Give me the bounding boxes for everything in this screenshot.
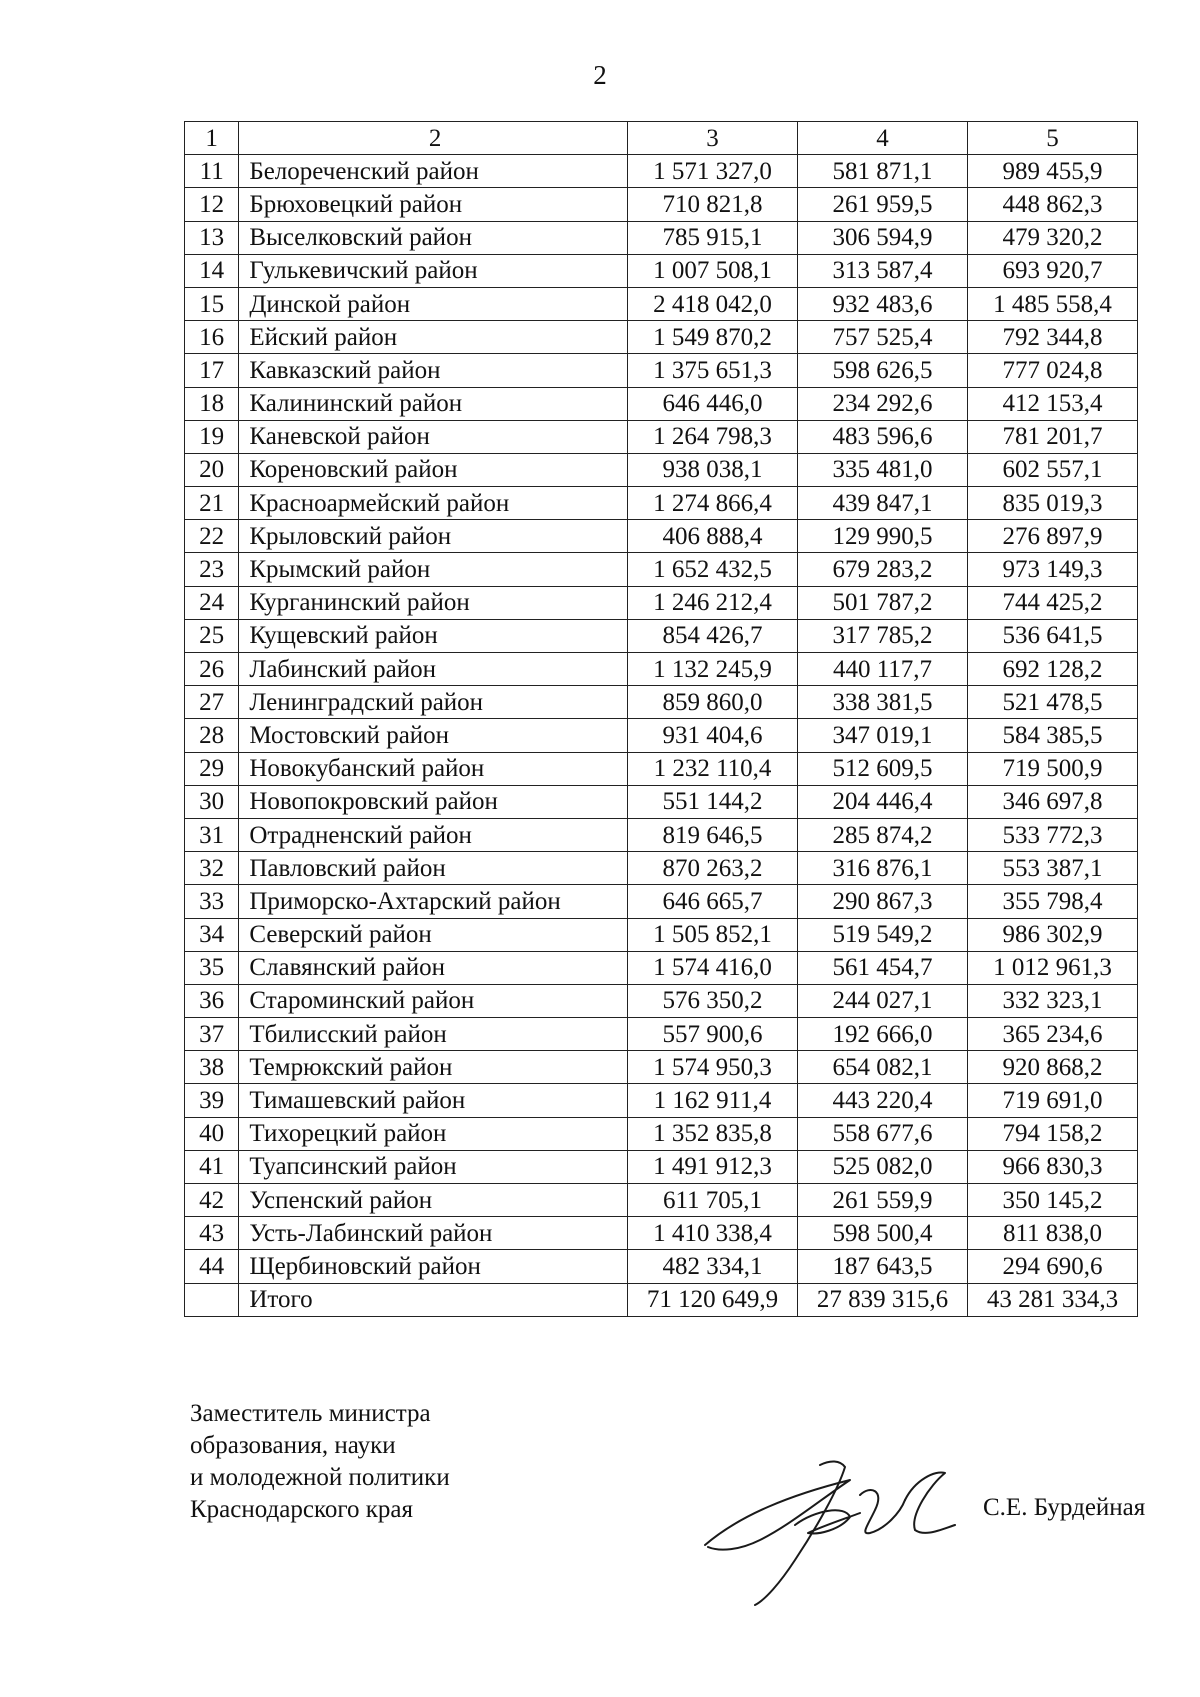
value-cell-4: 285 874,2 bbox=[797, 818, 967, 851]
value-cell-3: 611 705,1 bbox=[628, 1184, 798, 1217]
value-cell-3: 1 232 110,4 bbox=[628, 752, 798, 785]
value-cell-5: 920 868,2 bbox=[967, 1051, 1137, 1084]
handwritten-signature bbox=[700, 1455, 960, 1615]
value-cell-4: 338 381,5 bbox=[797, 686, 967, 719]
value-cell-4: 679 283,2 bbox=[797, 553, 967, 586]
value-cell-3: 1 491 912,3 bbox=[628, 1150, 798, 1183]
row-number-cell: 14 bbox=[185, 254, 239, 287]
value-cell-3: 931 404,6 bbox=[628, 719, 798, 752]
district-name-cell: Староминский район bbox=[239, 984, 628, 1017]
row-number-cell: 31 bbox=[185, 818, 239, 851]
value-cell-4: 501 787,2 bbox=[797, 586, 967, 619]
header-cell-3: 3 bbox=[628, 122, 798, 155]
row-number-cell: 40 bbox=[185, 1117, 239, 1150]
value-cell-4: 519 549,2 bbox=[797, 918, 967, 951]
signatory-title-line: образования, науки bbox=[190, 1432, 396, 1459]
district-name-cell: Ленинградский район bbox=[239, 686, 628, 719]
district-name-cell: Каневской район bbox=[239, 420, 628, 453]
value-cell-5: 744 425,2 bbox=[967, 586, 1137, 619]
value-cell-4: 129 990,5 bbox=[797, 520, 967, 553]
table-row bbox=[185, 1084, 1138, 1117]
value-cell-4: 192 666,0 bbox=[797, 1018, 967, 1051]
table-row bbox=[185, 487, 1138, 520]
signatory-title bbox=[190, 1398, 450, 1526]
row-number-cell: 11 bbox=[185, 155, 239, 188]
value-cell-4: 187 643,5 bbox=[797, 1250, 967, 1283]
signatory-title-line: и молодежной политики bbox=[190, 1464, 450, 1491]
value-cell-5: 811 838,0 bbox=[967, 1217, 1137, 1250]
value-cell-4: 443 220,4 bbox=[797, 1084, 967, 1117]
header-cell-5: 5 bbox=[967, 122, 1137, 155]
value-cell-5: 276 897,9 bbox=[967, 520, 1137, 553]
table-row bbox=[185, 354, 1138, 387]
row-number-cell: 35 bbox=[185, 951, 239, 984]
value-cell-5: 533 772,3 bbox=[967, 818, 1137, 851]
table-row bbox=[185, 818, 1138, 851]
district-name-cell: Отрадненский район bbox=[239, 818, 628, 851]
table-row bbox=[185, 785, 1138, 818]
district-name-cell: Северский район bbox=[239, 918, 628, 951]
value-cell-3: 1 549 870,2 bbox=[628, 321, 798, 354]
row-number-cell: 21 bbox=[185, 487, 239, 520]
header-cell-4: 4 bbox=[797, 122, 967, 155]
district-name-cell: Лабинский район bbox=[239, 653, 628, 686]
value-cell-5: 986 302,9 bbox=[967, 918, 1137, 951]
district-name-cell: Крымский район bbox=[239, 553, 628, 586]
value-cell-4: 598 500,4 bbox=[797, 1217, 967, 1250]
value-cell-3: 646 446,0 bbox=[628, 387, 798, 420]
table-row bbox=[185, 287, 1138, 320]
value-cell-3: 1 274 866,4 bbox=[628, 487, 798, 520]
value-cell-3: 854 426,7 bbox=[628, 619, 798, 652]
value-cell-5: 355 798,4 bbox=[967, 885, 1137, 918]
value-cell-5: 973 149,3 bbox=[967, 553, 1137, 586]
row-number-cell: 30 bbox=[185, 785, 239, 818]
value-cell-4: 347 019,1 bbox=[797, 719, 967, 752]
table-row bbox=[185, 852, 1138, 885]
value-cell-3: 1 132 245,9 bbox=[628, 653, 798, 686]
table-row bbox=[185, 1217, 1138, 1250]
row-number-cell bbox=[185, 1283, 239, 1316]
table-row bbox=[185, 453, 1138, 486]
district-name-cell: Щербиновский район bbox=[239, 1250, 628, 1283]
row-number-cell: 43 bbox=[185, 1217, 239, 1250]
value-cell-5: 553 387,1 bbox=[967, 852, 1137, 885]
value-cell-3: 1 574 950,3 bbox=[628, 1051, 798, 1084]
value-cell-5: 479 320,2 bbox=[967, 221, 1137, 254]
district-name-cell: Белореченский район bbox=[239, 155, 628, 188]
table-row bbox=[185, 1250, 1138, 1283]
district-name-cell: Приморско-Ахтарский район bbox=[239, 885, 628, 918]
value-cell-3: 1 410 338,4 bbox=[628, 1217, 798, 1250]
value-cell-4: 654 082,1 bbox=[797, 1051, 967, 1084]
district-name-cell: Красноармейский район bbox=[239, 487, 628, 520]
row-number-cell: 20 bbox=[185, 453, 239, 486]
table-row bbox=[185, 387, 1138, 420]
value-cell-3: 646 665,7 bbox=[628, 885, 798, 918]
value-cell-3: 1 571 327,0 bbox=[628, 155, 798, 188]
value-cell-5: 719 500,9 bbox=[967, 752, 1137, 785]
table-row bbox=[185, 553, 1138, 586]
row-number-cell: 25 bbox=[185, 619, 239, 652]
table-row bbox=[185, 1018, 1138, 1051]
district-name-cell: Кавказский район bbox=[239, 354, 628, 387]
header-cell-2: 2 bbox=[239, 122, 628, 155]
table-row bbox=[185, 321, 1138, 354]
value-cell-3: 819 646,5 bbox=[628, 818, 798, 851]
value-cell-3: 2 418 042,0 bbox=[628, 287, 798, 320]
value-cell-4: 598 626,5 bbox=[797, 354, 967, 387]
table-row bbox=[185, 221, 1138, 254]
value-cell-5: 602 557,1 bbox=[967, 453, 1137, 486]
row-number-cell: 12 bbox=[185, 188, 239, 221]
district-name-cell: Новокубанский район bbox=[239, 752, 628, 785]
value-cell-3: 1 007 508,1 bbox=[628, 254, 798, 287]
value-cell-4: 234 292,6 bbox=[797, 387, 967, 420]
value-cell-4: 244 027,1 bbox=[797, 984, 967, 1017]
table-row bbox=[185, 719, 1138, 752]
row-number-cell: 33 bbox=[185, 885, 239, 918]
value-cell-3: 1 505 852,1 bbox=[628, 918, 798, 951]
district-name-cell: Калининский район bbox=[239, 387, 628, 420]
row-number-cell: 27 bbox=[185, 686, 239, 719]
table-row bbox=[185, 885, 1138, 918]
district-name-cell: Усть-Лабинский район bbox=[239, 1217, 628, 1250]
district-name-cell: Павловский район bbox=[239, 852, 628, 885]
value-cell-5: 448 862,3 bbox=[967, 188, 1137, 221]
district-name-cell: Кореновский район bbox=[239, 453, 628, 486]
value-cell-4: 290 867,3 bbox=[797, 885, 967, 918]
value-cell-5: 346 697,8 bbox=[967, 785, 1137, 818]
value-cell-4: 757 525,4 bbox=[797, 321, 967, 354]
row-number-cell: 38 bbox=[185, 1051, 239, 1084]
value-cell-3: 1 162 911,4 bbox=[628, 1084, 798, 1117]
district-name-cell: Крыловский район bbox=[239, 520, 628, 553]
value-cell-3: 1 652 432,5 bbox=[628, 553, 798, 586]
row-number-cell: 18 bbox=[185, 387, 239, 420]
row-number-cell: 23 bbox=[185, 553, 239, 586]
value-cell-4: 932 483,6 bbox=[797, 287, 967, 320]
total-row bbox=[185, 1283, 1138, 1316]
value-cell-3: 1 375 651,3 bbox=[628, 354, 798, 387]
value-cell-5: 521 478,5 bbox=[967, 686, 1137, 719]
table-row bbox=[185, 619, 1138, 652]
signatory-name: С.Е. Бурдейная bbox=[983, 1494, 1146, 1521]
row-number-cell: 24 bbox=[185, 586, 239, 619]
value-cell-4: 561 454,7 bbox=[797, 951, 967, 984]
district-name-cell: Славянский район bbox=[239, 951, 628, 984]
district-name-cell: Гулькевичский район bbox=[239, 254, 628, 287]
table-row bbox=[185, 1184, 1138, 1217]
value-cell-4: 483 596,6 bbox=[797, 420, 967, 453]
value-cell-3: 551 144,2 bbox=[628, 785, 798, 818]
value-cell-4: 581 871,1 bbox=[797, 155, 967, 188]
row-number-cell: 44 bbox=[185, 1250, 239, 1283]
value-cell-5: 294 690,6 bbox=[967, 1250, 1137, 1283]
value-cell-3: 406 888,4 bbox=[628, 520, 798, 553]
value-cell-4: 440 117,7 bbox=[797, 653, 967, 686]
value-cell-4: 204 446,4 bbox=[797, 785, 967, 818]
value-cell-4: 335 481,0 bbox=[797, 453, 967, 486]
value-cell-3: 1 246 212,4 bbox=[628, 586, 798, 619]
row-number-cell: 19 bbox=[185, 420, 239, 453]
row-number-cell: 28 bbox=[185, 719, 239, 752]
value-cell-5: 966 830,3 bbox=[967, 1150, 1137, 1183]
value-cell-5: 584 385,5 bbox=[967, 719, 1137, 752]
table-row bbox=[185, 653, 1138, 686]
value-cell-5: 536 641,5 bbox=[967, 619, 1137, 652]
district-name-cell: Итого bbox=[239, 1283, 628, 1316]
district-name-cell: Ейский район bbox=[239, 321, 628, 354]
table-body bbox=[185, 122, 1138, 1317]
signatory-title-line: Краснодарского края bbox=[190, 1496, 413, 1523]
district-name-cell: Кущевский район bbox=[239, 619, 628, 652]
district-name-cell: Курганинский район bbox=[239, 586, 628, 619]
value-cell-3: 1 264 798,3 bbox=[628, 420, 798, 453]
district-name-cell: Темрюкский район bbox=[239, 1051, 628, 1084]
value-cell-5: 350 145,2 bbox=[967, 1184, 1137, 1217]
value-cell-5: 692 128,2 bbox=[967, 653, 1137, 686]
data-table bbox=[184, 121, 1138, 1317]
table-row bbox=[185, 1117, 1138, 1150]
value-cell-5: 792 344,8 bbox=[967, 321, 1137, 354]
value-cell-5: 332 323,1 bbox=[967, 984, 1137, 1017]
row-number-cell: 15 bbox=[185, 287, 239, 320]
table-row bbox=[185, 1051, 1138, 1084]
district-name-cell: Тимашевский район bbox=[239, 1084, 628, 1117]
value-cell-4: 261 959,5 bbox=[797, 188, 967, 221]
table-row bbox=[185, 188, 1138, 221]
row-number-cell: 17 bbox=[185, 354, 239, 387]
table-row bbox=[185, 752, 1138, 785]
row-number-cell: 13 bbox=[185, 221, 239, 254]
row-number-cell: 41 bbox=[185, 1150, 239, 1183]
district-name-cell: Успенский район bbox=[239, 1184, 628, 1217]
value-cell-5: 43 281 334,3 bbox=[967, 1283, 1137, 1316]
value-cell-5: 794 158,2 bbox=[967, 1117, 1137, 1150]
value-cell-3: 576 350,2 bbox=[628, 984, 798, 1017]
district-name-cell: Тихорецкий район bbox=[239, 1117, 628, 1150]
value-cell-4: 525 082,0 bbox=[797, 1150, 967, 1183]
value-cell-5: 412 153,4 bbox=[967, 387, 1137, 420]
table-row bbox=[185, 984, 1138, 1017]
value-cell-4: 558 677,6 bbox=[797, 1117, 967, 1150]
header-cell-1: 1 bbox=[185, 122, 239, 155]
value-cell-5: 989 455,9 bbox=[967, 155, 1137, 188]
table-header-row bbox=[185, 122, 1138, 155]
row-number-cell: 34 bbox=[185, 918, 239, 951]
district-name-cell: Туапсинский район bbox=[239, 1150, 628, 1183]
value-cell-4: 306 594,9 bbox=[797, 221, 967, 254]
district-name-cell: Новопокровский район bbox=[239, 785, 628, 818]
value-cell-5: 1 012 961,3 bbox=[967, 951, 1137, 984]
row-number-cell: 29 bbox=[185, 752, 239, 785]
row-number-cell: 32 bbox=[185, 852, 239, 885]
value-cell-3: 482 334,1 bbox=[628, 1250, 798, 1283]
value-cell-5: 719 691,0 bbox=[967, 1084, 1137, 1117]
value-cell-3: 785 915,1 bbox=[628, 221, 798, 254]
value-cell-4: 439 847,1 bbox=[797, 487, 967, 520]
table-row bbox=[185, 951, 1138, 984]
value-cell-4: 27 839 315,6 bbox=[797, 1283, 967, 1316]
page-number: 2 bbox=[593, 60, 607, 90]
value-cell-3: 938 038,1 bbox=[628, 453, 798, 486]
value-cell-4: 316 876,1 bbox=[797, 852, 967, 885]
value-cell-3: 1 574 416,0 bbox=[628, 951, 798, 984]
district-name-cell: Брюховецкий район bbox=[239, 188, 628, 221]
row-number-cell: 22 bbox=[185, 520, 239, 553]
value-cell-3: 710 821,8 bbox=[628, 188, 798, 221]
value-cell-5: 777 024,8 bbox=[967, 354, 1137, 387]
value-cell-3: 1 352 835,8 bbox=[628, 1117, 798, 1150]
value-cell-4: 313 587,4 bbox=[797, 254, 967, 287]
district-name-cell: Тбилисский район bbox=[239, 1018, 628, 1051]
district-name-cell: Выселковский район bbox=[239, 221, 628, 254]
value-cell-3: 870 263,2 bbox=[628, 852, 798, 885]
value-cell-4: 512 609,5 bbox=[797, 752, 967, 785]
value-cell-4: 261 559,9 bbox=[797, 1184, 967, 1217]
row-number-cell: 36 bbox=[185, 984, 239, 1017]
table-row bbox=[185, 520, 1138, 553]
row-number-cell: 42 bbox=[185, 1184, 239, 1217]
value-cell-3: 557 900,6 bbox=[628, 1018, 798, 1051]
row-number-cell: 39 bbox=[185, 1084, 239, 1117]
district-name-cell: Динской район bbox=[239, 287, 628, 320]
value-cell-3: 859 860,0 bbox=[628, 686, 798, 719]
value-cell-5: 835 019,3 bbox=[967, 487, 1137, 520]
value-cell-5: 781 201,7 bbox=[967, 420, 1137, 453]
table-row bbox=[185, 254, 1138, 287]
value-cell-3: 71 120 649,9 bbox=[628, 1283, 798, 1316]
value-cell-4: 317 785,2 bbox=[797, 619, 967, 652]
table-row bbox=[185, 1150, 1138, 1183]
signatory-title-line: Заместитель министра bbox=[190, 1400, 431, 1427]
table-row bbox=[185, 155, 1138, 188]
value-cell-5: 693 920,7 bbox=[967, 254, 1137, 287]
table-row bbox=[185, 420, 1138, 453]
table-row bbox=[185, 918, 1138, 951]
value-cell-5: 365 234,6 bbox=[967, 1018, 1137, 1051]
district-name-cell: Мостовский район bbox=[239, 719, 628, 752]
row-number-cell: 16 bbox=[185, 321, 239, 354]
row-number-cell: 37 bbox=[185, 1018, 239, 1051]
table-row bbox=[185, 686, 1138, 719]
row-number-cell: 26 bbox=[185, 653, 239, 686]
table-row bbox=[185, 586, 1138, 619]
value-cell-5: 1 485 558,4 bbox=[967, 287, 1137, 320]
